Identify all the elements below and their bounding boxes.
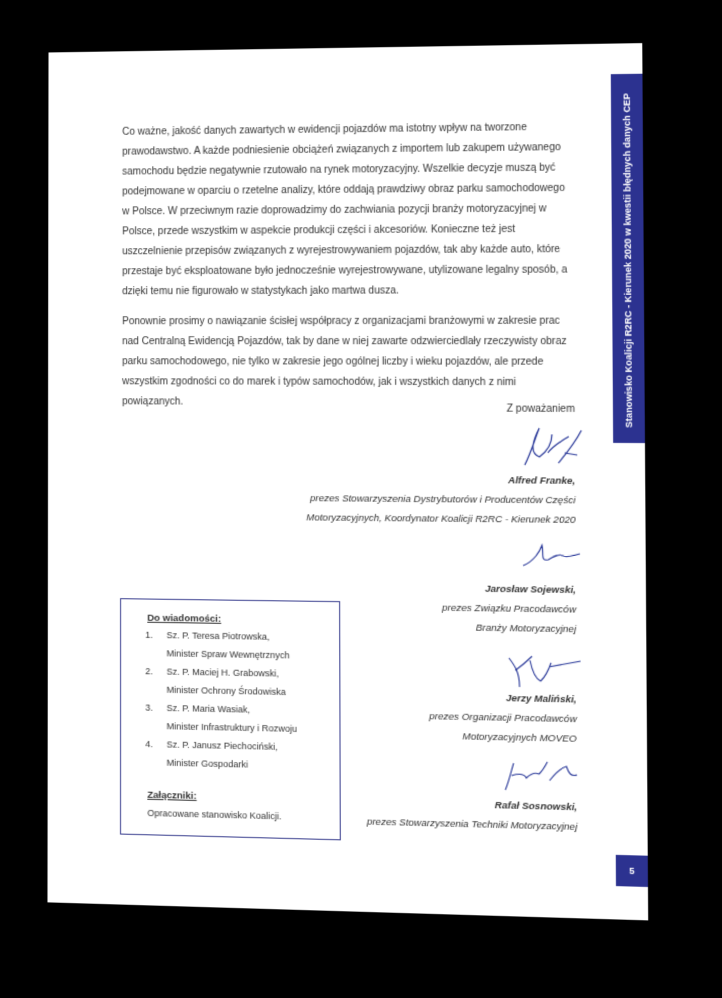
page-wrapper <box>48 50 635 900</box>
signatory-name: Rafał Sosnowski, <box>494 799 578 814</box>
list-item <box>121 698 335 739</box>
signatory-role: Motoryzacyjnych, Koordynator Koalicji R2RC - Kierunek 2020 <box>306 512 576 527</box>
paragraph-1: Co ważne, jakość danych zawartych w ewidencji pojazdów ma istotny wpływ na tworzone prawodawstwo. A każde podniesienie obciążeń związanych z importem lub zakupem używanego samochodu będzie negatywnie rzutowało na rynek motoryzacyjny. Wszelkie decyzje muszą być podejmowane w oparciu o rzetelne analizy, które oddają prawdziwy obraz parku samochodowego w Polsce. W przeciwnym razie doprowadzimy do zachwiania pozycji branży motoryzacyjnej w Polsce, przede wszystkim w aspekcie produkcji części i akcesoriów. Konieczne też jest uszczelnienie przepisów związanych z wyrejestrowywaniem pojazdów, tak aby każde auto, które przestaje być eksploatowane było jednocześnie wyrejestrowywane, utylizowane legalny sposób, a dzięki temu nie figurowało w statystykach jako martwa dusza. <box>122 122 568 298</box>
signatory-role: prezes Stowarzyszenia Techniki Motoryzacyjnej <box>366 816 578 834</box>
signatory-2 <box>442 579 576 639</box>
recipient-title: Minister Spraw Wewnętrznych <box>166 648 290 661</box>
signatory-role: Branży Motoryzacyjnej <box>475 622 577 636</box>
signatory-3 <box>429 687 577 749</box>
signature-sojewski <box>517 539 587 571</box>
signatory-role: prezes Stowarzyszenia Dystrybutorów i Producentów Części <box>310 493 576 507</box>
recipient-title: Minister Ochrony Środowiska <box>166 684 286 698</box>
signature-malinski <box>505 650 585 693</box>
recipient-name: Sz. P. Maciej H. Grabowski, <box>166 666 280 679</box>
item-number: 1. <box>145 629 153 640</box>
signatory-1 <box>306 470 575 530</box>
item-number: 3. <box>145 702 153 713</box>
attachments-heading: Załączniki: <box>147 789 197 802</box>
closing-line: Z poważaniem <box>506 403 575 415</box>
recipient-name: Sz. P. Janusz Piechociński, <box>166 739 278 752</box>
paragraph-2: Ponownie prosimy o nawiązanie ścisłej współpracy z organizacjami branżowymi w zakresie prac nad Centralną Ewidencją Pojazdów, tak by dane w niej zawarte odzwierciedlały rzeczywisty obraz parku samochodowego, nie tylko w zakresie jego ogólnej liczby i wieku pojazdów, ale przede wszystkim zgodności co do marek i typów samochodów, jak i wszystkich danych z nimi powiązanych. <box>122 315 567 408</box>
signatory-name: Jarosław Sojewski, <box>484 583 576 597</box>
signatory-role: prezes Związku Pracodawców <box>441 602 577 616</box>
recipient-title: Minister Infrastruktury i Rozwoju <box>166 721 298 734</box>
recipients-box <box>120 598 341 840</box>
side-title: Stanowisko Koalicji R2RC - Kierunek 2020 w kwestii błędnych danych CEP <box>621 93 635 428</box>
signature-franke <box>516 422 586 474</box>
signatory-role: Motoryzacyjnych MOVEO <box>462 731 577 745</box>
item-number: 2. <box>145 666 153 677</box>
list-item <box>121 734 335 775</box>
page-number: 5 <box>616 855 648 887</box>
list-item <box>121 625 335 665</box>
recipient-name: Sz. P. Maria Wasiak, <box>166 702 251 715</box>
recipients-heading: Do wiadomości: <box>147 612 222 625</box>
recipients-list <box>121 625 335 775</box>
signatory-name: Alfred Franke, <box>508 475 576 487</box>
list-item <box>121 662 335 702</box>
recipient-name: Sz. P. Teresa Piotrowska, <box>166 630 270 642</box>
recipient-title: Minister Gospodarki <box>166 757 249 770</box>
signatory-role: prezes Organizacji Pracodawców <box>429 711 577 726</box>
signatory-name: Jerzy Maliński, <box>505 692 577 706</box>
signature-sosnowski <box>501 755 586 798</box>
item-number: 4. <box>145 738 153 750</box>
attachments-text: Opracowane stanowisko Koalicji. <box>147 807 282 822</box>
document-page <box>47 43 648 920</box>
signatory-4 <box>367 793 578 837</box>
